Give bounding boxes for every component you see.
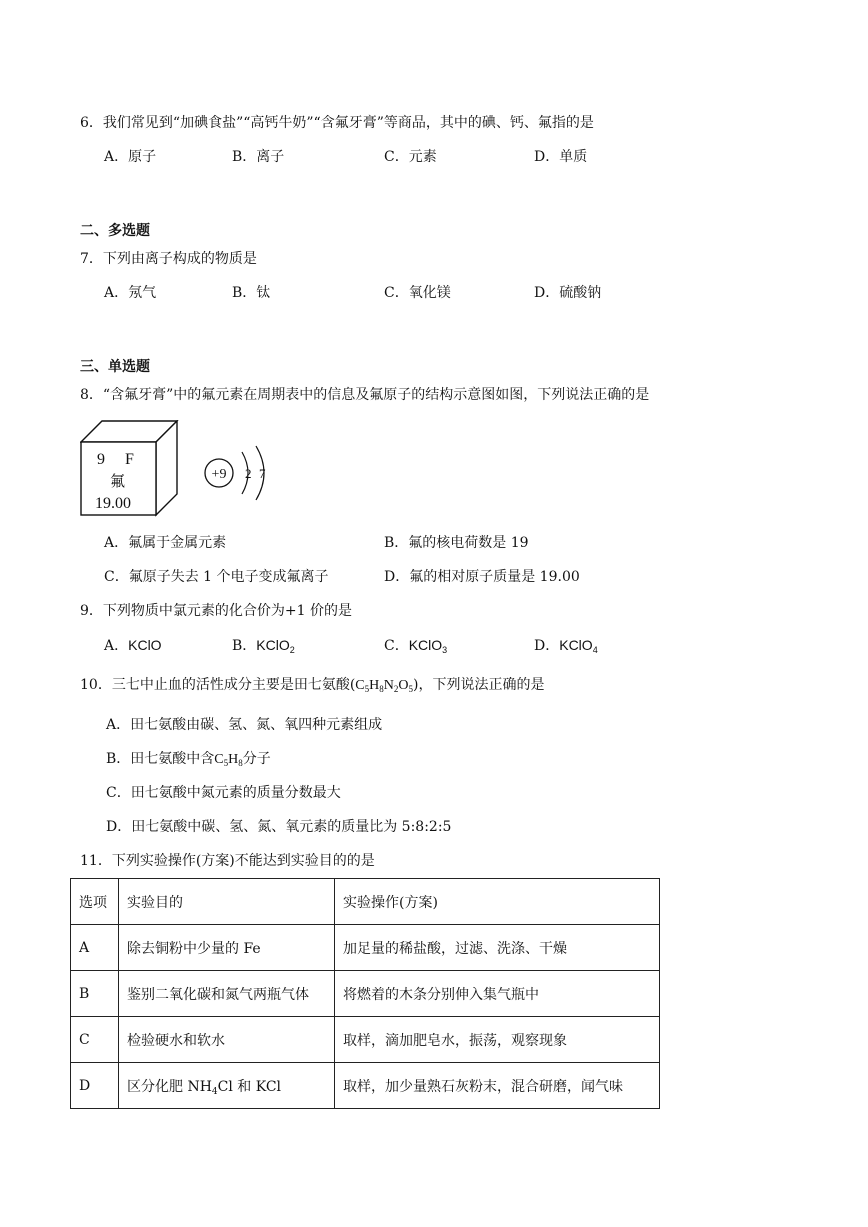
formula-kclo: KClO — [128, 637, 162, 653]
table-header-row — [71, 879, 660, 925]
header-option: 选项 — [71, 879, 119, 925]
cell-option: D — [71, 1063, 119, 1109]
fluorine-atom-diagram — [202, 444, 277, 504]
table-row — [71, 971, 660, 1017]
cell-goal: 检验硬水和软水 — [119, 1017, 335, 1063]
cell-goal: 除去铜粉中少量的 Fe — [119, 925, 335, 971]
q6-option-a: A．原子 — [104, 149, 157, 165]
cell-goal: 区分化肥 $NH_4Cl$ 和 KCl — [119, 1063, 335, 1109]
q10-option-c: C．田七氨酸中氮元素的质量分数最大 — [106, 785, 341, 801]
q6-option-b: B．离子 — [232, 149, 285, 165]
experiment-table — [70, 878, 660, 1109]
formula-c5h8: $C_5H_8$ — [214, 752, 243, 768]
cell-option: B — [71, 971, 119, 1017]
shell-1-electrons: 2 — [245, 466, 252, 481]
q10-option-d: D．田七氨酸中碳、氢、氮、氧元素的质量比为 5:8:2:5 — [106, 819, 452, 835]
q9-option-c: C．KClO$_3$ — [384, 637, 448, 655]
header-operation: 实验操作(方案) — [335, 879, 660, 925]
q6-option-c: C．元素 — [384, 149, 437, 165]
q7-stem: 7．下列由离子构成的物质是 — [80, 251, 257, 267]
q7-option-c: C．氧化镁 — [384, 285, 451, 301]
q7-option-b: B．钛 — [232, 285, 271, 301]
q8-option-b: B．氟的核电荷数是 19 — [384, 535, 529, 551]
formula-kclo4: KClO$_4$ — [559, 637, 598, 655]
nucleus-charge: +9 — [211, 467, 227, 482]
formula-kclo2: KClO$_2$ — [256, 637, 295, 655]
q9-option-b: B．KClO$_2$ — [232, 637, 295, 655]
section-heading-single: 三、单选题 — [80, 359, 150, 375]
q8-stem: 8．“含氟牙膏”中的氟元素在周期表中的信息及氟原子的结构示意图如图，下列说法正确的是 — [80, 387, 650, 403]
table-row — [71, 1017, 660, 1063]
shell-2-electrons: 7 — [259, 466, 266, 481]
q8-option-a: A．氟属于金属元素 — [104, 535, 227, 551]
q10-option-a: A．田七氨酸由碳、氢、氮、氧四种元素组成 — [106, 717, 383, 733]
cell-option: A — [71, 925, 119, 971]
q8-option-c: C．氟原子失去 1 个电子变成氟离子 — [104, 569, 329, 585]
q10-stem: 10．三七中止血的活性成分主要是田七氨酸$(C_5H_8N_2O_5)$，下列说法正确的是 — [80, 677, 545, 694]
cell-operation: 取样，加少量熟石灰粉末，混合研磨，闻气味 — [335, 1063, 660, 1109]
formula-kclo3: KClO$_3$ — [408, 637, 448, 655]
table-row — [71, 1063, 660, 1109]
q7-option-d: D．硫酸钠 — [534, 285, 602, 301]
q9-option-a: A．KClO — [104, 637, 162, 654]
q11-stem: 11．下列实验操作(方案)不能达到实验目的的是 — [80, 853, 375, 869]
cell-operation: 将燃着的木条分别伸入集气瓶中 — [335, 971, 660, 1017]
element-mass: 19.00 — [95, 495, 131, 512]
formula-tianqi-acid: $C_5H_8N_2O_5$ — [355, 678, 413, 694]
q7-option-a: A．氖气 — [104, 285, 157, 301]
section-heading-multi: 二、多选题 — [80, 223, 150, 239]
q9-stem: 9．下列物质中氯元素的化合价为+1 价的是 — [80, 603, 352, 619]
element-card-cube — [80, 420, 180, 520]
cell-goal: 鉴别二氧化碳和氮气两瓶气体 — [119, 971, 335, 1017]
header-goal: 实验目的 — [119, 879, 335, 925]
q6-stem: 6．我们常见到“加碘食盐”“高钙牛奶”“含氟牙膏”等商品，其中的碘、钙、氟指的是 — [80, 115, 594, 131]
q6-option-d: D．单质 — [534, 149, 588, 165]
element-symbol: F — [125, 451, 134, 468]
q8-option-d: D．氟的相对原子质量是 19.00 — [384, 569, 580, 585]
q9-option-d: D．KClO$_4$ — [534, 637, 598, 655]
element-name: 氟 — [110, 472, 126, 490]
cell-option: C — [71, 1017, 119, 1063]
table-row — [71, 925, 660, 971]
cell-operation: 取样，滴加肥皂水，振荡，观察现象 — [335, 1017, 660, 1063]
q10-option-b: B．田七氨酸中含$C_5H_8$分子 — [106, 751, 271, 768]
element-number: 9 — [97, 451, 105, 468]
cell-operation: 加足量的稀盐酸，过滤、洗涤、干燥 — [335, 925, 660, 971]
